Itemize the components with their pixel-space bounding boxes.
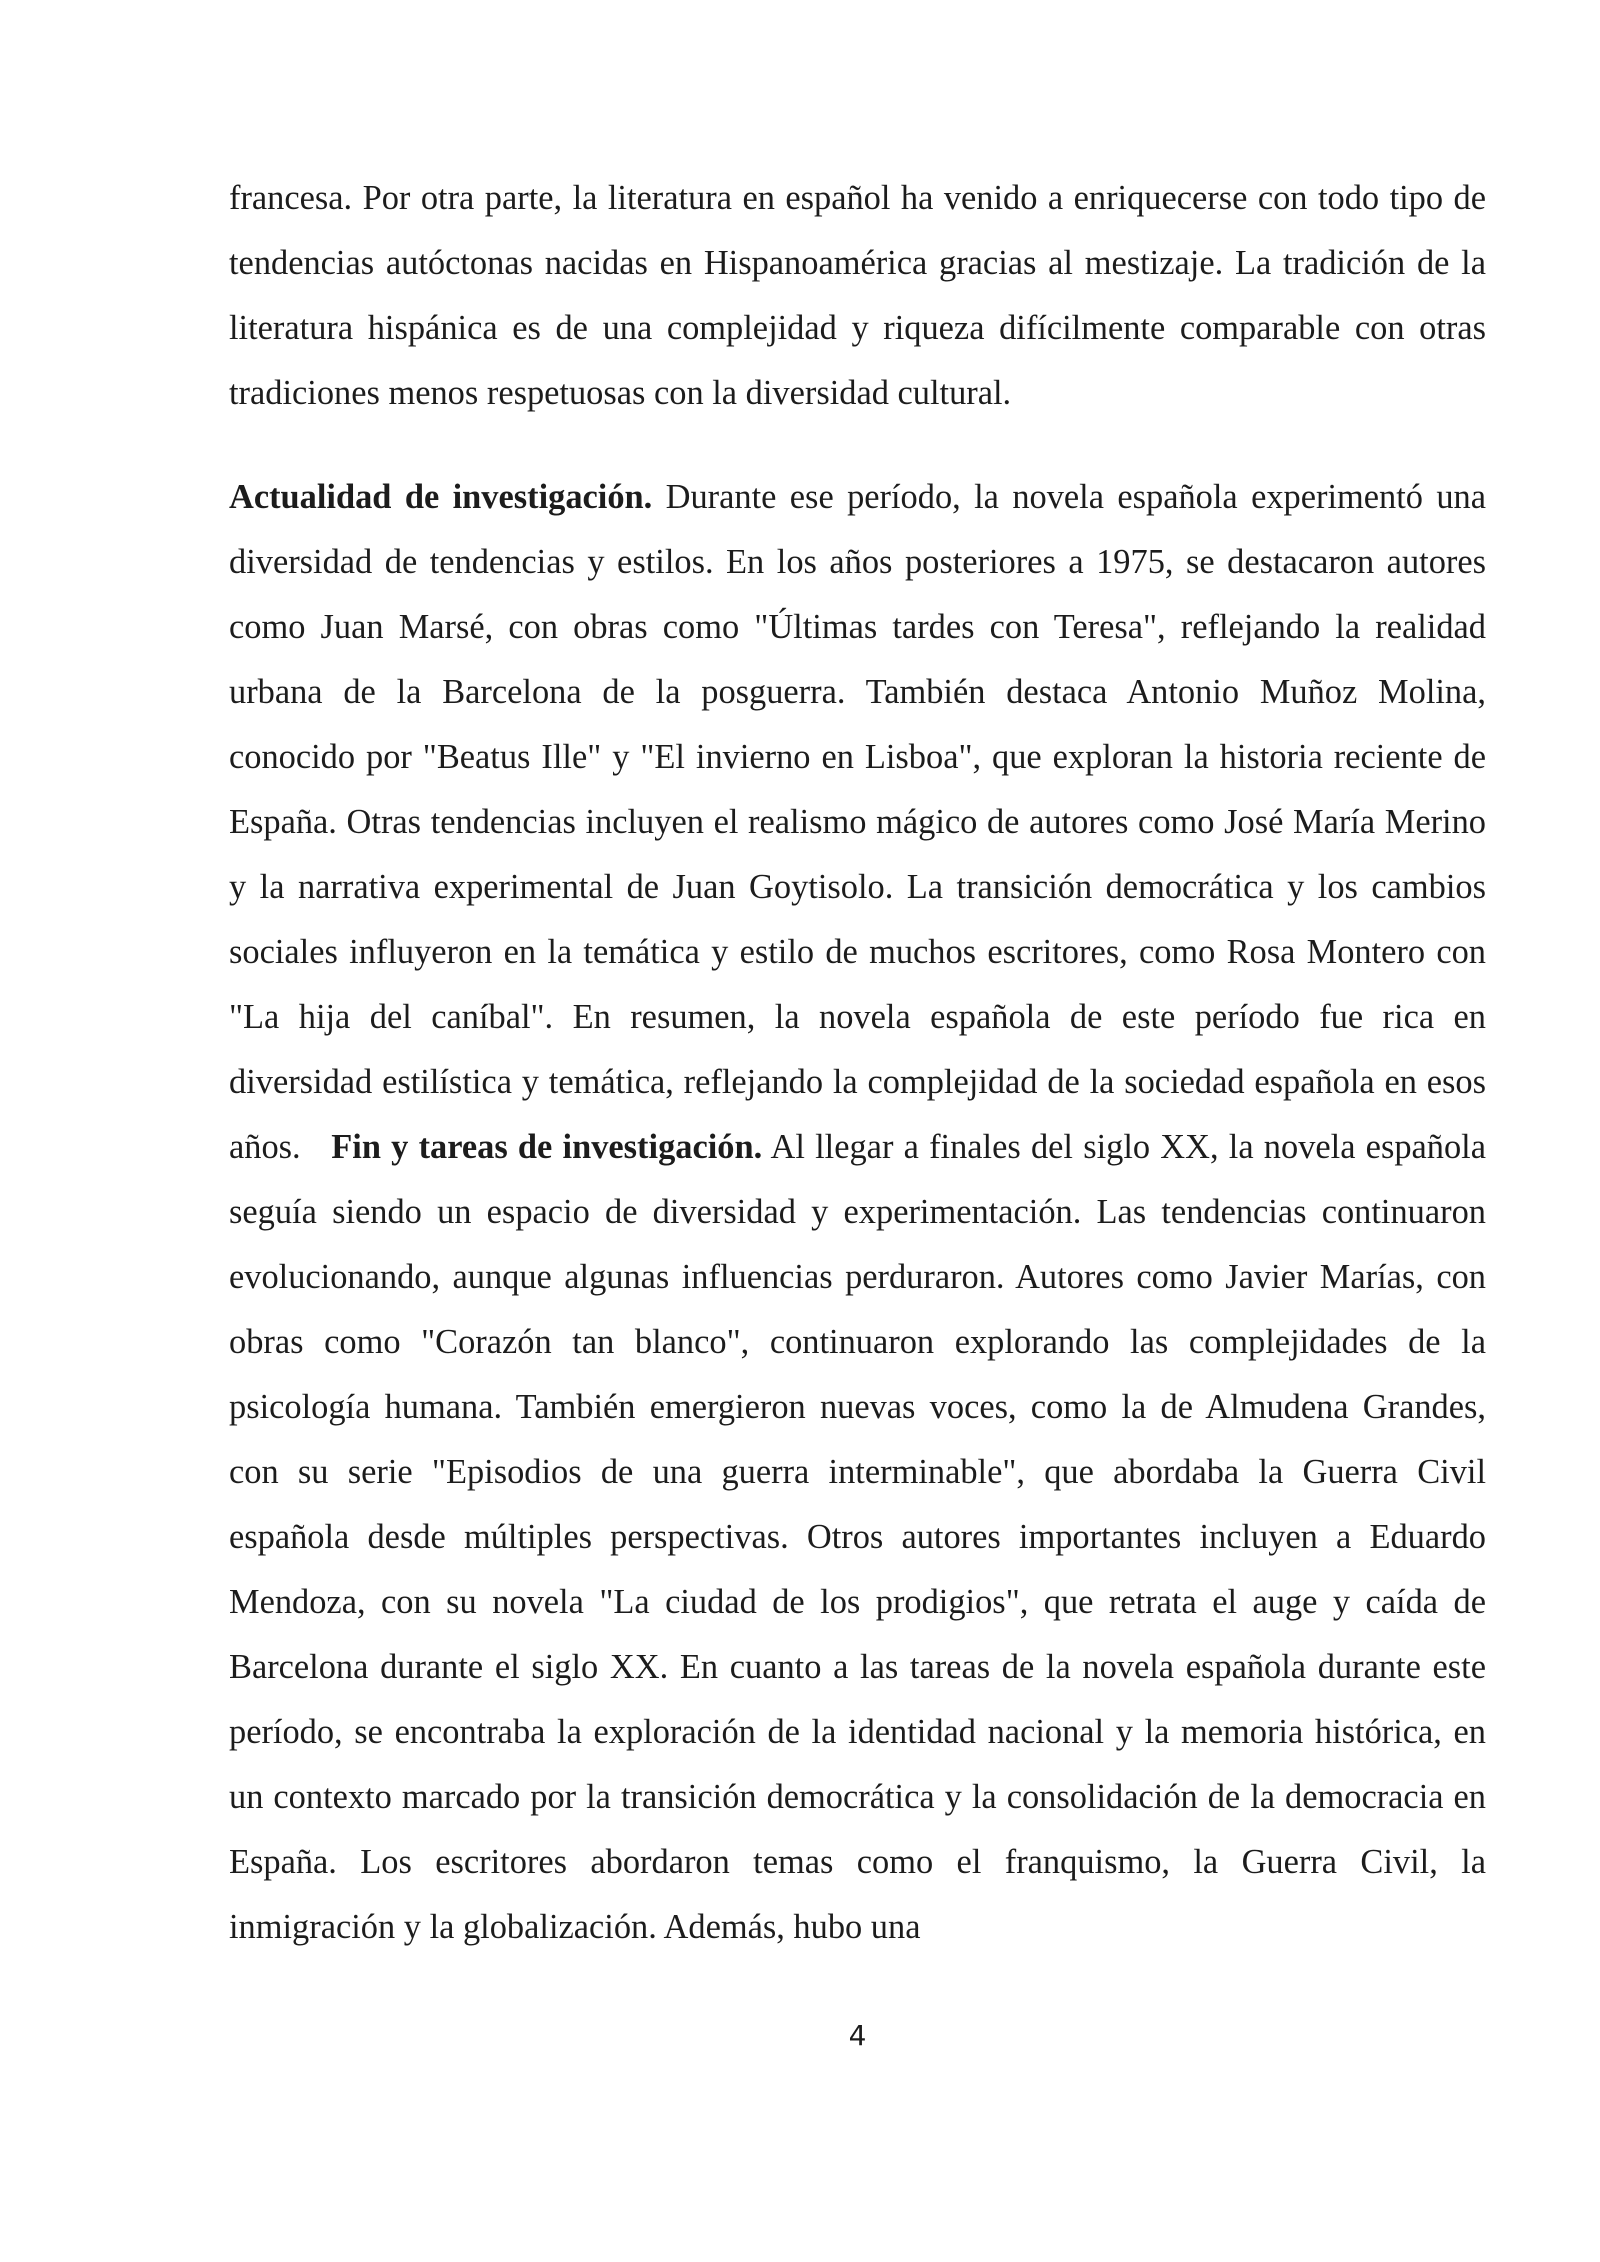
paragraph-intro bbox=[229, 166, 1486, 426]
paragraph-body bbox=[229, 465, 1495, 1960]
section-heading-fin-y-tareas: Fin y tareas de investigación. bbox=[331, 1128, 763, 1166]
paragraph-text: Al llegar a finales del siglo XX, la novela española seguía siendo un espacio de diversidad y experimentación. Las tendencias continuaron evolucionando, aunque algunas influencias perduraron. Autores como Javier Marías, con obras como "Corazón tan blanco", continuaron explorando las complejidades de la psicología humana. También emergieron nuevas voces, como la de Almudena Grandes, con su serie "Episodios de una guerra interminable", que abordaba la Guerra Civil española desde múltiples perspectivas. Otros autores importantes incluyen a Eduardo Mendoza, con su novela "La ciudad de los prodigios", que retrata el auge y caída de Barcelona durante el siglo XX. En cuanto a las tareas de la novela española durante este período, se encontraba la exploración de la identidad nacional y la memoria histórica, en un contexto marcado por la transición democrática y la consolidación de la democracia en España. Los escritores abordaron temas como el franquismo, la Guerra Civil, la inmigración y la globalización. Además, hubo una bbox=[229, 1128, 1486, 1946]
page-number: 4 bbox=[848, 2019, 867, 2052]
section-heading-actualidad: Actualidad de investigación. bbox=[229, 478, 653, 516]
paragraph-text: Durante ese período, la novela española experimentó una diversidad de tendencias y estilos. En los años posteriores a 1975, se destacaron autores como Juan Marsé, con obras como "Últimas tardes con Teresa", reflejando la realidad urbana de la Barcelona de la posguerra. También destaca Antonio Muñoz Molina, conocido por "Beatus Ille" y "El invierno en Lisboa", que exploran la historia reciente de España. Otras tendencias incluyen el realismo mágico de autores como José María Merino y la narrativa experimental de Juan Goytisolo. La transición democrática y los cambios sociales influyeron en la temática y estilo de muchos escritores, como Rosa Montero con "La hija del caníbal". En resumen, la novela española de este período fue rica en diversidad estilística y temática, reflejando la complejidad de la sociedad española en esos años. bbox=[229, 478, 1495, 1166]
paragraph-research bbox=[229, 465, 1495, 1960]
paragraph-text: francesa. Por otra parte, la literatura en español ha venido a enriquecerse con todo tipo de tendencias autóctonas nacidas en Hispanoamérica gracias al mestizaje. La tradición de la literatura hispánica es de una complejidad y riqueza difícilmente comparable con otras tradiciones menos respetuosas con la diversidad cultural. bbox=[229, 179, 1486, 412]
